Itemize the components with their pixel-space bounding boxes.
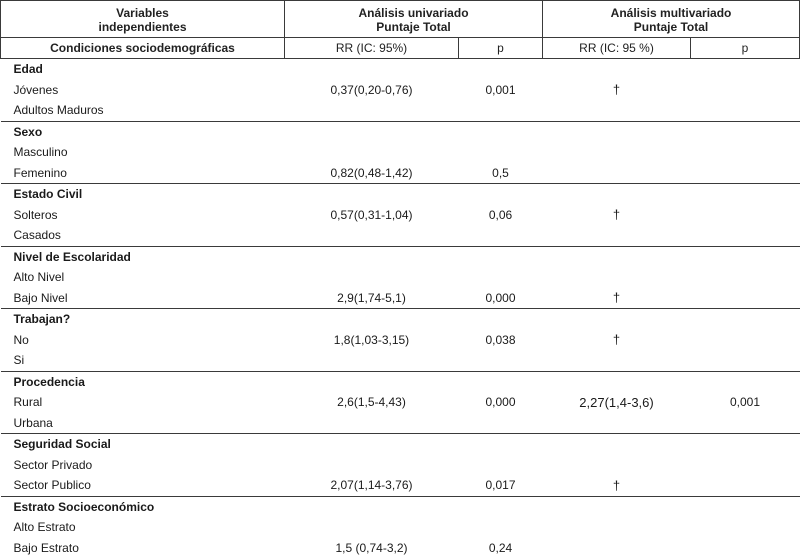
rr-multivariado (543, 142, 691, 163)
rr-univariado: 0,37(0,20-0,76) (285, 80, 459, 101)
p-univariado (459, 142, 543, 163)
p-multivariado (691, 455, 800, 476)
category-row (1, 184, 800, 205)
header-univariado-line1: Análisis univariado (285, 6, 542, 20)
p-univariado (459, 455, 543, 476)
rr-multivariado: 2,27(1,4-3,6) (543, 392, 691, 413)
rr-univariado: 0,57(0,31-1,04) (285, 205, 459, 226)
row-label: Sector Privado (1, 455, 285, 476)
header-conditions: Condiciones sociodemográficas (1, 38, 285, 59)
p-univariado (459, 350, 543, 371)
table-row (1, 350, 800, 371)
p-univariado: 0,24 (459, 538, 543, 558)
table-row (1, 455, 800, 476)
header-univariado (285, 1, 543, 38)
row-label: Femenino (1, 163, 285, 184)
table-row (1, 288, 800, 309)
row-label: Si (1, 350, 285, 371)
header-row-main (1, 1, 800, 38)
rr-univariado (285, 517, 459, 538)
rr-multivariado: † (543, 475, 691, 496)
p-multivariado (691, 350, 800, 371)
row-label: Alto Nivel (1, 267, 285, 288)
header-variables (1, 1, 285, 38)
category-label: Edad (1, 59, 285, 80)
p-multivariado (691, 205, 800, 226)
table-row (1, 100, 800, 121)
row-label: Masculino (1, 142, 285, 163)
table-row (1, 267, 800, 288)
header-row-sub (1, 38, 800, 59)
rr-univariado (285, 350, 459, 371)
category-label: Estado Civil (1, 184, 285, 205)
row-label: Jóvenes (1, 80, 285, 101)
header-univariado-line2: Puntaje Total (285, 20, 542, 34)
table-row (1, 142, 800, 163)
header-rr-univariado: RR (IC: 95%) (285, 38, 459, 59)
rr-univariado: 0,82(0,48-1,42) (285, 163, 459, 184)
header-multivariado (543, 1, 800, 38)
row-label: Urbana (1, 413, 285, 434)
header-variables-line2: independientes (1, 20, 284, 34)
rr-multivariado: † (543, 330, 691, 351)
table-row (1, 80, 800, 101)
rr-univariado: 2,07(1,14-3,76) (285, 475, 459, 496)
table-row (1, 225, 800, 246)
rr-univariado: 1,5 (0,74-3,2) (285, 538, 459, 558)
row-label: Rural (1, 392, 285, 413)
table-row (1, 163, 800, 184)
rr-multivariado (543, 350, 691, 371)
category-row (1, 496, 800, 517)
p-univariado: 0,000 (459, 392, 543, 413)
rr-multivariado (543, 455, 691, 476)
rr-univariado (285, 267, 459, 288)
header-multivariado-line1: Análisis multivariado (543, 6, 799, 20)
rr-univariado: 2,6(1,5-4,43) (285, 392, 459, 413)
category-row (1, 246, 800, 267)
rr-multivariado: † (543, 288, 691, 309)
category-row (1, 59, 800, 80)
p-univariado: 0,5 (459, 163, 543, 184)
row-label: Casados (1, 225, 285, 246)
p-multivariado (691, 100, 800, 121)
table-row (1, 392, 800, 413)
p-multivariado (691, 538, 800, 558)
row-label: Solteros (1, 205, 285, 226)
category-label: Procedencia (1, 371, 285, 392)
p-multivariado (691, 163, 800, 184)
row-label: Sector Publico (1, 475, 285, 496)
rr-univariado: 2,9(1,74-5,1) (285, 288, 459, 309)
row-label: No (1, 330, 285, 351)
rr-multivariado: † (543, 205, 691, 226)
rr-univariado (285, 142, 459, 163)
table-row (1, 517, 800, 538)
p-univariado (459, 517, 543, 538)
category-label: Sexo (1, 121, 285, 142)
table-row (1, 475, 800, 496)
category-row (1, 309, 800, 330)
p-univariado (459, 225, 543, 246)
row-label: Bajo Estrato (1, 538, 285, 558)
header-variables-line1: Variables (1, 6, 284, 20)
p-univariado: 0,017 (459, 475, 543, 496)
p-univariado: 0,001 (459, 80, 543, 101)
p-multivariado (691, 330, 800, 351)
table-row (1, 413, 800, 434)
rr-multivariado (543, 163, 691, 184)
category-label: Estrato Socioeconómico (1, 496, 285, 517)
table-row (1, 538, 800, 558)
table-row (1, 205, 800, 226)
category-row (1, 121, 800, 142)
category-label: Seguridad Social (1, 434, 285, 455)
table-row (1, 330, 800, 351)
p-multivariado (691, 225, 800, 246)
rr-multivariado (543, 538, 691, 558)
p-univariado (459, 413, 543, 434)
rr-univariado (285, 413, 459, 434)
p-univariado: 0,000 (459, 288, 543, 309)
header-p-multivariado: p (691, 38, 800, 59)
category-row (1, 371, 800, 392)
p-multivariado (691, 413, 800, 434)
rr-univariado (285, 100, 459, 121)
p-univariado: 0,06 (459, 205, 543, 226)
p-univariado: 0,038 (459, 330, 543, 351)
p-multivariado: 0,001 (691, 392, 800, 413)
rr-multivariado (543, 100, 691, 121)
p-univariado (459, 267, 543, 288)
header-rr-multivariado: RR (IC: 95 %) (543, 38, 691, 59)
rr-univariado (285, 225, 459, 246)
row-label: Bajo Nivel (1, 288, 285, 309)
p-multivariado (691, 80, 800, 101)
rr-multivariado (543, 267, 691, 288)
category-row (1, 434, 800, 455)
row-label: Adultos Maduros (1, 100, 285, 121)
p-univariado (459, 100, 543, 121)
p-multivariado (691, 475, 800, 496)
rr-univariado (285, 455, 459, 476)
rr-multivariado (543, 517, 691, 538)
p-multivariado (691, 142, 800, 163)
header-p-univariado: p (459, 38, 543, 59)
table-body (1, 59, 800, 558)
category-label: Trabajan? (1, 309, 285, 330)
p-multivariado (691, 267, 800, 288)
rr-multivariado (543, 225, 691, 246)
rr-univariado: 1,8(1,03-3,15) (285, 330, 459, 351)
rr-multivariado: † (543, 80, 691, 101)
rr-multivariado (543, 413, 691, 434)
row-label: Alto Estrato (1, 517, 285, 538)
category-label: Nivel de Escolaridad (1, 246, 285, 267)
p-multivariado (691, 288, 800, 309)
p-multivariado (691, 517, 800, 538)
header-multivariado-line2: Puntaje Total (543, 20, 799, 34)
